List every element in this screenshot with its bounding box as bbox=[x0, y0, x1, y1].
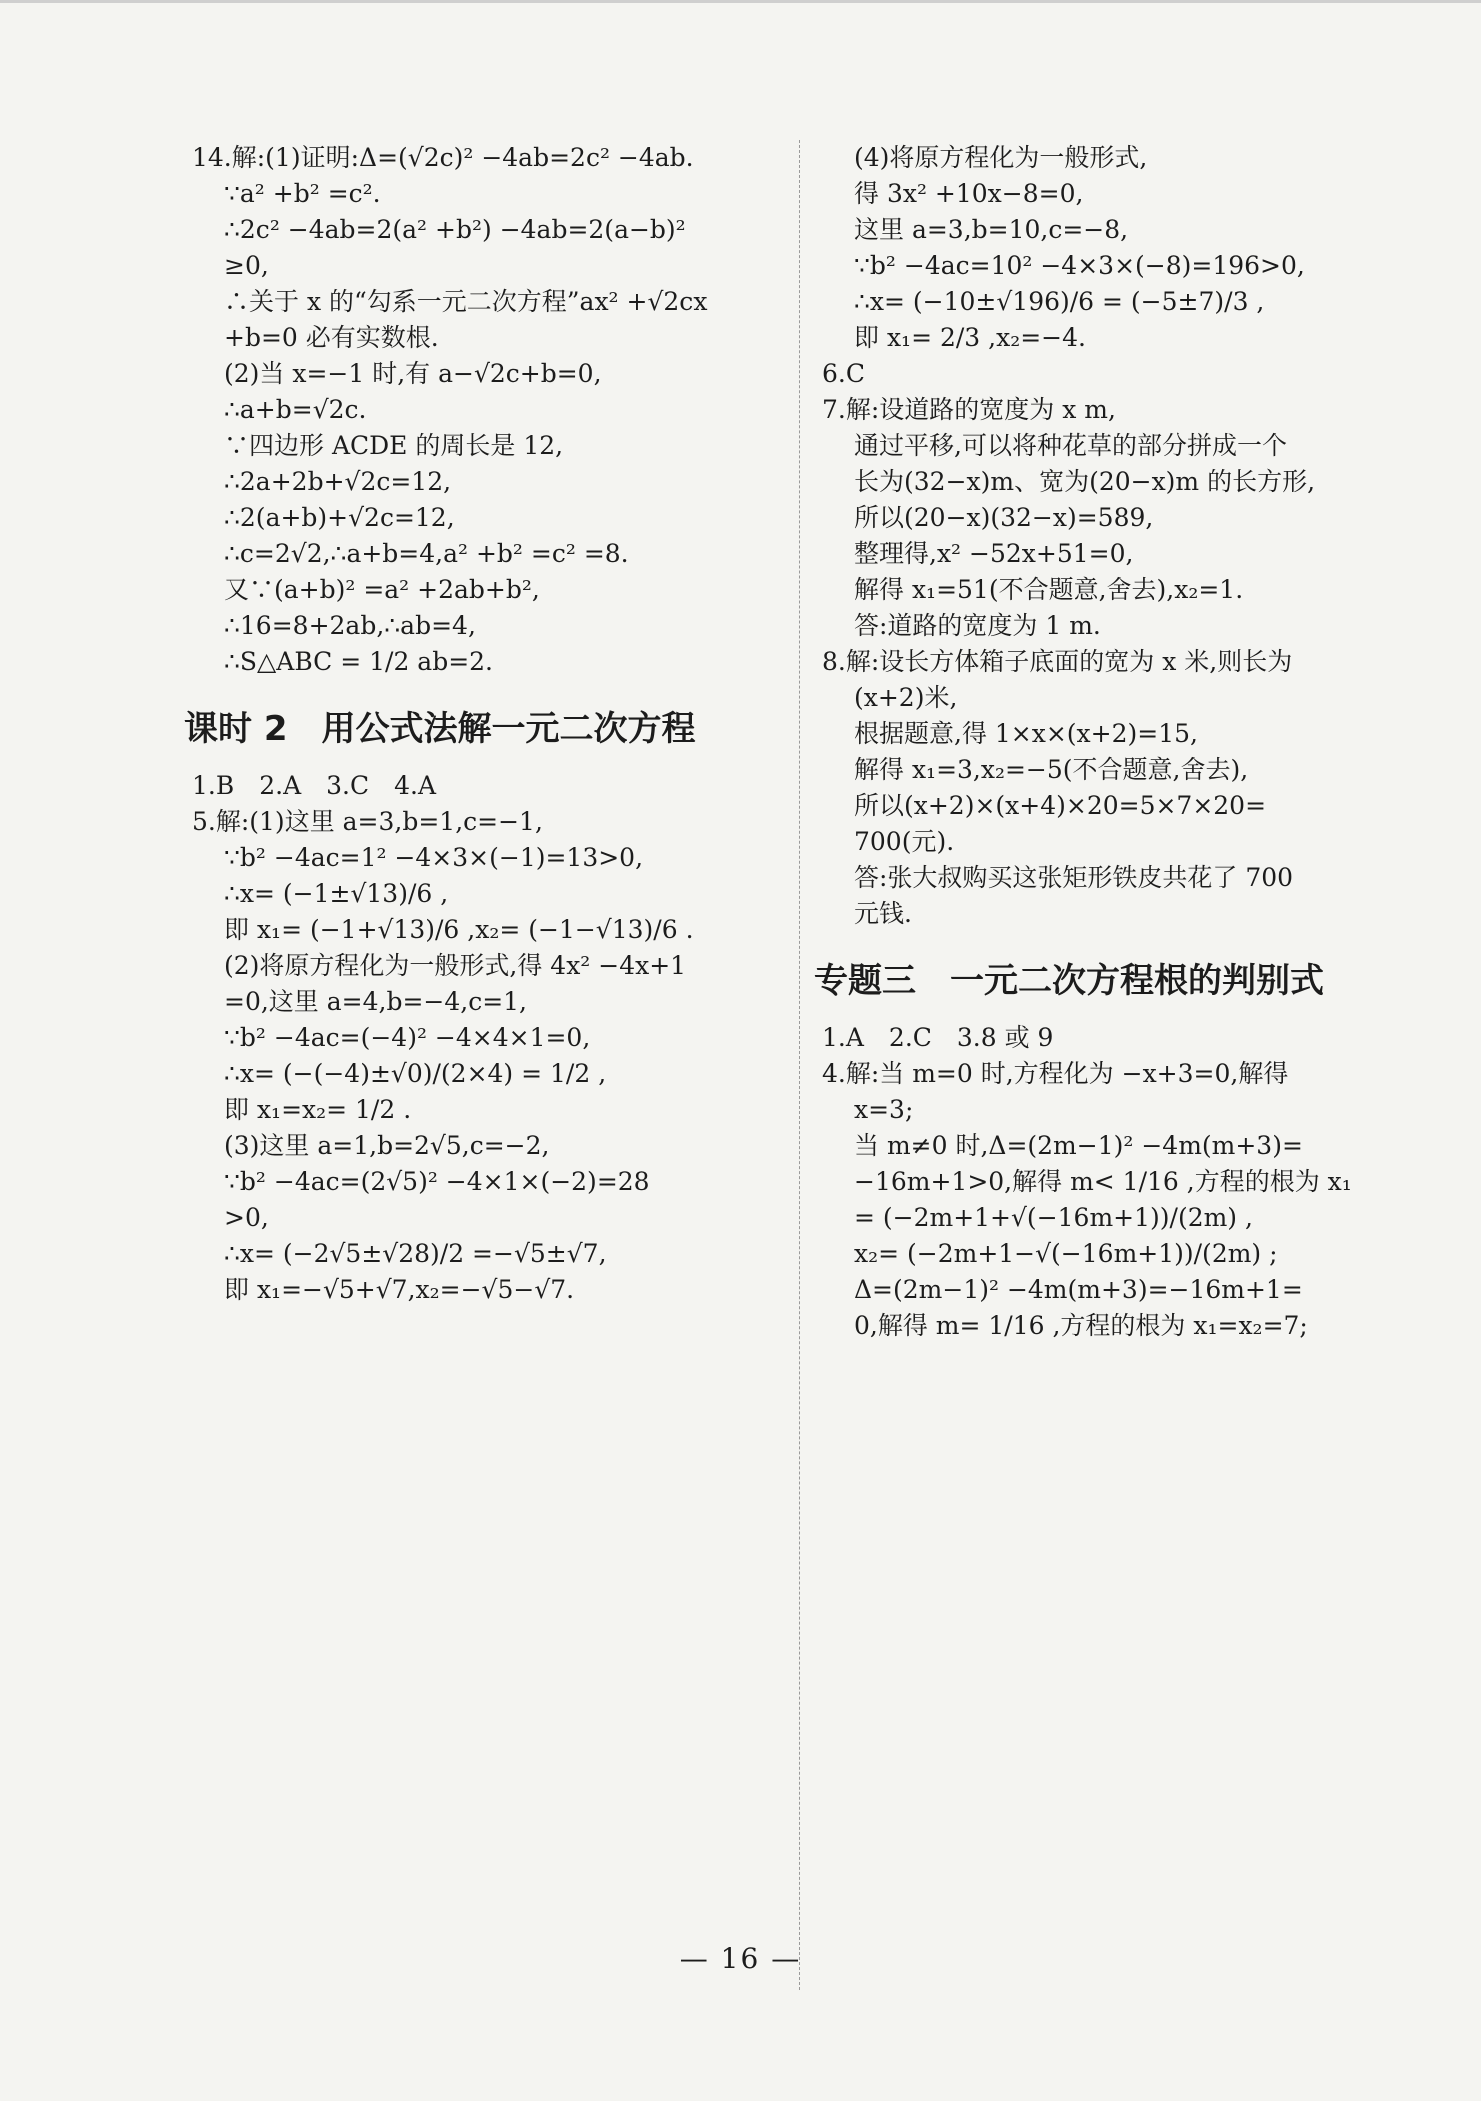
solution-line: 0,解得 m= 1/16 ,方程的根为 x₁=x₂=7; bbox=[854, 1311, 1308, 1340]
solution-line: ∵b² −4ac=1² −4×3×(−1)=13>0, bbox=[224, 843, 644, 872]
solution-line: 1.B 2.A 3.C 4.A bbox=[192, 771, 437, 800]
solution-line: 所以(x+2)×(x+4)×20=5×7×20= bbox=[854, 791, 1267, 820]
solution-line: 7.解:设道路的宽度为 x m, bbox=[822, 395, 1116, 424]
column-divider bbox=[799, 140, 800, 1990]
solution-line: 答:张大叔购买这张矩形铁皮共花了 700 bbox=[854, 863, 1294, 892]
solution-line: (2)当 x=−1 时,有 a−√2c+b=0, bbox=[224, 359, 602, 388]
solution-line: ∵b² −4ac=(2√5)² −4×1×(−2)=28 bbox=[224, 1167, 650, 1196]
solution-line: ∴x= (−2√5±√28)/2 =−√5±√7, bbox=[224, 1239, 607, 1268]
solution-line: 解得 x₁=51(不合题意,舍去),x₂=1. bbox=[854, 575, 1244, 604]
solution-line: ∴2(a+b)+√2c=12, bbox=[224, 503, 455, 532]
solution-line: ∴16=8+2ab,∴ab=4, bbox=[224, 611, 476, 640]
solution-line: (4)将原方程化为一般形式, bbox=[854, 143, 1148, 172]
solution-line: ∴c=2√2,∴a+b=4,a² +b² =c² =8. bbox=[224, 539, 629, 568]
solution-line: ≥0, bbox=[224, 251, 269, 280]
solution-line: >0, bbox=[224, 1203, 269, 1232]
solution-line: ∵b² −4ac=(−4)² −4×4×1=0, bbox=[224, 1023, 591, 1052]
solution-line: ∴x= (−1±√13)/6 , bbox=[224, 879, 449, 908]
solution-line: 即 x₁=x₂= 1/2 . bbox=[224, 1095, 412, 1124]
solution-line: ∴2a+2b+√2c=12, bbox=[224, 467, 452, 496]
solution-line: 5.解:(1)这里 a=3,b=1,c=−1, bbox=[192, 807, 543, 836]
right-column bbox=[814, 140, 1407, 1344]
top-edge bbox=[0, 0, 1481, 3]
solution-line: 通过平移,可以将种花草的部分拼成一个 bbox=[854, 431, 1287, 460]
solution-line: ∵a² +b² =c². bbox=[224, 179, 381, 208]
solution-line: (x+2)米, bbox=[854, 683, 958, 712]
solution-line: 所以(20−x)(32−x)=589, bbox=[854, 503, 1154, 532]
solution-line: +b=0 必有实数根. bbox=[224, 323, 439, 352]
solution-line: 整理得,x² −52x+51=0, bbox=[854, 539, 1134, 568]
solution-line: ∴a+b=√2c. bbox=[224, 395, 367, 424]
solution-line: ∴2c² −4ab=2(a² +b²) −4ab=2(a−b)² bbox=[224, 215, 686, 244]
solution-line: 答:道路的宽度为 1 m. bbox=[854, 611, 1101, 640]
solution-line: 元钱. bbox=[854, 899, 912, 928]
solution-line: 1.A 2.C 3.8 或 9 bbox=[822, 1023, 1054, 1052]
solution-line: 8.解:设长方体箱子底面的宽为 x 米,则长为 bbox=[822, 647, 1293, 676]
solution-line: x₂= (−2m+1−√(−16m+1))/(2m) ; bbox=[854, 1239, 1278, 1268]
solution-line: 即 x₁=−√5+√7,x₂=−√5−√7. bbox=[224, 1275, 575, 1304]
solution-line: (3)这里 a=1,b=2√5,c=−2, bbox=[224, 1131, 550, 1160]
solution-line: (2)将原方程化为一般形式,得 4x² −4x+1 bbox=[224, 951, 687, 980]
solution-line: 4.解:当 m=0 时,方程化为 −x+3=0,解得 bbox=[822, 1059, 1289, 1088]
page-number: — 16 — bbox=[679, 1942, 802, 1975]
solution-line: 解得 x₁=3,x₂=−5(不合题意,舍去), bbox=[854, 755, 1249, 784]
solution-line: 14.解:(1)证明:Δ=(√2c)² −4ab=2c² −4ab. bbox=[192, 143, 694, 172]
solution-line: ∴S△ABC = 1/2 ab=2. bbox=[224, 647, 494, 676]
solution-line: 6.C bbox=[822, 359, 865, 388]
solution-line: 当 m≠0 时,Δ=(2m−1)² −4m(m+3)= bbox=[854, 1131, 1303, 1160]
solution-line: Δ=(2m−1)² −4m(m+3)=−16m+1= bbox=[854, 1275, 1303, 1304]
solution-line: 700(元). bbox=[854, 827, 955, 856]
solution-line: 长为(32−x)m、宽为(20−x)m 的长方形, bbox=[854, 467, 1316, 496]
solution-line: ∴关于 x 的“勾系一元二次方程”ax² +√2cx bbox=[224, 287, 708, 316]
solution-line: = (−2m+1+√(−16m+1))/(2m) , bbox=[854, 1203, 1253, 1232]
solution-line: 即 x₁= (−1+√13)/6 ,x₂= (−1−√13)/6 . bbox=[224, 915, 694, 944]
solution-line: −16m+1>0,解得 m< 1/16 ,方程的根为 x₁ bbox=[854, 1167, 1352, 1196]
solution-line: ∴x= (−(−4)±√0)/(2×4) = 1/2 , bbox=[224, 1059, 607, 1088]
solution-line: ∴x= (−10±√196)/6 = (−5±7)/3 , bbox=[854, 287, 1265, 316]
solution-line: ∵四边形 ACDE 的周长是 12, bbox=[224, 431, 564, 460]
solution-line: =0,这里 a=4,b=−4,c=1, bbox=[224, 987, 528, 1016]
solution-line: x=3; bbox=[854, 1095, 914, 1124]
section-heading: 课时 2 用公式法解一元二次方程 bbox=[184, 709, 696, 749]
left-column bbox=[184, 140, 782, 1308]
solution-line: 即 x₁= 2/3 ,x₂=−4. bbox=[854, 323, 1086, 352]
solution-line: 得 3x² +10x−8=0, bbox=[854, 179, 1084, 208]
solution-line: 根据题意,得 1×x×(x+2)=15, bbox=[854, 719, 1198, 748]
solution-line: ∵b² −4ac=10² −4×3×(−8)=196>0, bbox=[854, 251, 1305, 280]
solution-line: 又∵(a+b)² =a² +2ab+b², bbox=[224, 575, 540, 604]
solution-line: 这里 a=3,b=10,c=−8, bbox=[854, 215, 1129, 244]
section-heading: 专题三 一元二次方程根的判别式 bbox=[814, 961, 1324, 1001]
